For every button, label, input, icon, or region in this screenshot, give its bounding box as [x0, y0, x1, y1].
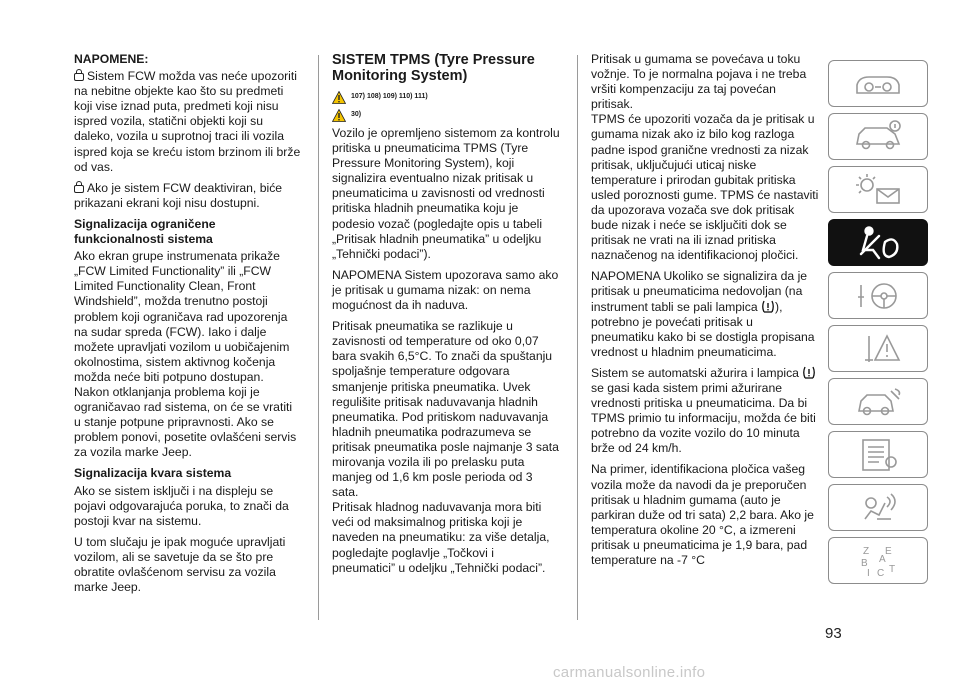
paragraph: Ako ekran grupe instrumenata prikaže „FCW Limited Functionality” ili „FCW Limited Functionality Clean, Front Windshield”, možda trenutno postoji problem koji ograničava rad upozorenja na sudar spreda (FCW). Iako i dalje možete upravljati vozilom u uobičajenim okolnostima, sistem aktivnog kočenja možda neće biti potpuno dostupan. Nakon otklanjanja problema koji je ograničavao rad sistema, on će se vratiti u stanje potpune pripravnosti. Ako se problem ponovi, posetite ovlašćeni servis za vozila marke Jeep.: [74, 249, 297, 460]
tab-dashboard[interactable]: [828, 60, 928, 107]
car-dashboard-icon: [851, 65, 905, 103]
column-right: [591, 52, 819, 574]
page-number: 93: [825, 625, 842, 642]
caution-triangle-icon: [332, 109, 346, 122]
tab-multimedia[interactable]: [828, 484, 928, 531]
tpms-warning-lamp-icon: [761, 300, 775, 313]
tab-index[interactable]: [828, 537, 928, 584]
warning-refs: 107) 108) 109) 110) 111): [351, 93, 428, 101]
note-bullet-icon: [74, 185, 84, 193]
svg-text:Z: Z: [863, 545, 870, 557]
car-info-icon: [851, 118, 905, 156]
section-title-tpms: SISTEM TPMS (Tyre Pressure Monitoring System): [332, 52, 535, 84]
paragraph: NAPOMENA Sistem upozorava samo ako je pritisak u gumama nizak: on nema mogućnost da ih naduva.: [332, 267, 559, 313]
paragraph: Sistem se automatski ažurira i lampica se gasi kada sistem primi ažurirane vrednosti pritiska u pneumaticima. Da bi TPMS primio tu informaciju, možda će biti potrebno da vozite vozilo do 10 minuta brže od 24 km/h.: [591, 365, 816, 456]
spec-sheet-icon: [851, 436, 905, 474]
column-divider: [577, 55, 578, 620]
notes-heading: NAPOMENE:: [74, 52, 149, 66]
chapter-tabs: [828, 60, 928, 590]
paragraph: NAPOMENA Ukoliko se signalizira da je pritisak u pneumaticima nedovoljan (na instrument tabli se pali lampica ), potrebno je povećati pritisak u pneumatiku kako bi se dostigla propisana vrednost u hladnim pneumaticima.: [591, 269, 815, 359]
column-divider: [318, 55, 319, 620]
tab-maintenance[interactable]: [828, 378, 928, 425]
warning-triangle-icon: [332, 91, 346, 104]
paragraph: Ako se sistem isključi i na displeju se pojavi odgovarajuća poruka, to znači da postoji kvar na sistemu.: [74, 483, 289, 528]
alphabet-index-icon: [851, 542, 905, 580]
svg-text:E: E: [885, 545, 892, 557]
paragraph: Pritisak pneumatika se razlikuje u zavisnosti od temperature od oko 0,07 bara svakih 6,5°C. To znači da spuštanju spoljašnje temperature odgovara smanjenje pritiska pneumatika. Uvek regulišite pritisak naduvavanja hladnih pneumatika. Pod pritiskom naduvavanja hladnih pneumatika podrazumeva se pritisak pneumatika posle najmanje 3 sata mirovanja vozila ili po prelasku puta manjeg od 1,6 km posle perioda od 3 sata.: [332, 319, 559, 500]
svg-text:B: B: [861, 557, 868, 569]
paragraph: TPMS će upozoriti vozača da je pritisak u gumama nizak ako iz bilo kog razloga padne ispod granične vrednosti za nizak pritisak, uključujući uticaj niske temperature i prirodan gubitak pritiska usled poroznosti gume. TPMS će nastaviti da upozorava vozača sve dok pritisak bude nizak i neće se isključiti dok se pritisak ne vrati na ili iznad pritiska naznačenog na identifikacionoj pločici.: [591, 112, 819, 263]
watermark: carmanualsonline.info: [553, 664, 706, 681]
seat-safety-icon: [851, 224, 905, 262]
tab-technical-data[interactable]: [828, 431, 928, 478]
paragraph: Pritisak u gumama se povećava u toku vožnje. To je normalna pojava i ne treba vršiti kompenzaciju za taj povećan pritisak.: [591, 52, 807, 112]
note-bullet-icon: [74, 73, 84, 81]
paragraph: U tom slučaju je ipak moguće upravljati vozilom, ali se savetuje da se što pre obratite ovlašćenom servisu za vozila marke Jeep.: [74, 534, 286, 595]
tab-emergency[interactable]: [828, 325, 928, 372]
car-wrench-icon: [851, 383, 905, 421]
column-left: [74, 52, 302, 601]
column-middle: [332, 52, 560, 582]
warning-triangle-icon: [851, 330, 905, 368]
paragraph: Pritisak hladnog naduvavanja mora biti veći od maksimalnog pritiska koji je naveden na pneumatiku: za više detalja, pogledajte poglavlje „Točkovi i pneumatici” u odeljku „Tehnički podaci”.: [332, 500, 550, 575]
sun-envelope-icon: [851, 171, 905, 209]
steering-wheel-icon: [851, 277, 905, 315]
svg-text:I: I: [867, 567, 870, 579]
subheading-system-fault: Signalizacija kvara sistema: [74, 466, 232, 481]
caution-reference-row: [332, 108, 560, 122]
svg-text:C: C: [877, 567, 885, 579]
svg-text:A: A: [879, 553, 886, 565]
tpms-warning-lamp-icon: [802, 366, 816, 379]
paragraph: Na primer, identifikaciona pločica vašeg vozila može da navodi da je preporučen pritisak u hladnim gumama (auto je parkiran duže od tri sata) 2,2 bara. Ako je temperatura okoline 20 °C, a izmereni pritisak u pneumaticima je 1,9 bara, pad temperature na -7 °C: [591, 462, 814, 567]
subheading-limited-functionality: Signalizacija ograničene funkcionalnosti sistema: [74, 216, 216, 247]
paragraph: Vozilo je opremljeno sistemom za kontrolu pritiska u pneumaticima TPMS (Tyre Pressure Monitoring System), koji signalizira eventualno nizak pritisak u pneumaticima u zavisnosti od vrednosti pritiska hladnih pneumatika koju je podesio vozač (pogledajte opis u tabeli „Pritisak hladnih pneumatika” u odeljku „Tehnički podaci”).: [332, 126, 560, 261]
note-item: Sistem FCW možda vas neće upozoriti na nebitne objekte kao što su predmeti koji vise iznad puta, predmeti koji nisu ispred vozila, statični objekti koji su daleko, vozila u suprotnoj traci ili vozila ispred koja se kreću istom brzinom ili brže od vas.: [74, 69, 301, 174]
multimedia-icon: [851, 489, 905, 527]
tab-driving[interactable]: [828, 272, 928, 319]
tab-lights[interactable]: [828, 166, 928, 213]
note-item: Ako je sistem FCW deaktiviran, biće prikazani ekrani koji nisu dostupni.: [74, 180, 283, 210]
tab-car-info[interactable]: [828, 113, 928, 160]
caution-refs: 30): [351, 111, 362, 119]
warning-reference-row: [332, 90, 560, 104]
svg-text:T: T: [889, 563, 896, 575]
tab-safety[interactable]: [828, 219, 928, 266]
